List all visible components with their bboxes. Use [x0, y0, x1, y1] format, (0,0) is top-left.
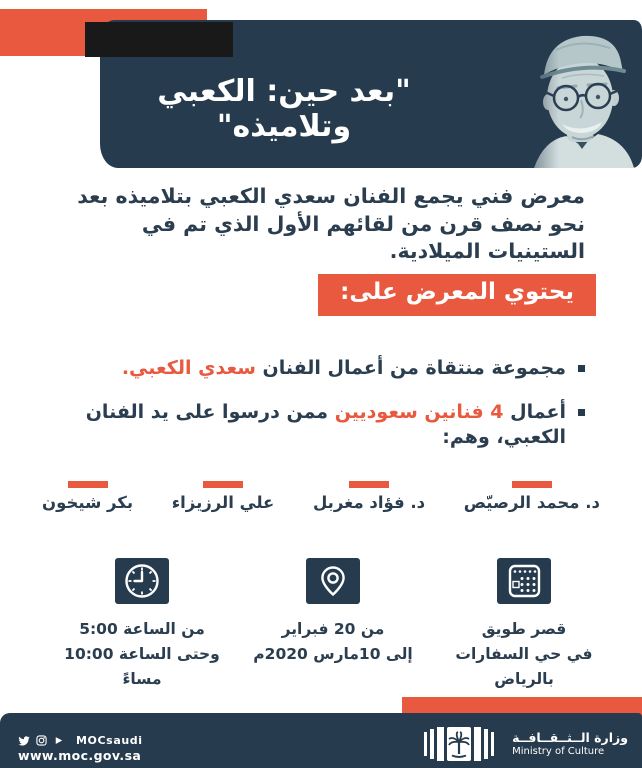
highlight-text: 4 فنانين سعوديين	[334, 400, 504, 423]
website-url: www.moc.gov.sa	[18, 748, 142, 763]
artist-accent-bar	[68, 481, 108, 488]
ministry-name-en: Ministry of Culture	[512, 745, 605, 757]
artist-columns	[42, 481, 600, 512]
exhibition-title: "بعد حين: الكعبي وتلاميذه"	[157, 74, 411, 144]
times-text: من الساعة 5:00 وحتى الساعة 10:00 مساءً	[64, 620, 220, 688]
ministry-block	[415, 727, 628, 761]
intro-text: معرض فني يجمع الفنان سعدي الكعبي بتلاميذه بعد نحو نصف قرن من لقائهم الأول الذي تم في الستينيات الميلادية.	[77, 184, 585, 264]
calendar-icon	[497, 558, 551, 604]
artist-name: د. فؤاد مغربل	[312, 493, 426, 512]
bullet-text: مجموعة منتقاة من أعمال الفنان سعدي الكعبي.	[121, 357, 566, 379]
artist-item	[464, 481, 600, 512]
dates-text: من 20 فبراير إلى 10مارس 2020م	[253, 620, 413, 663]
ministry-name-ar: وزارة الــثــقــافــة	[512, 729, 628, 745]
info-dates	[237, 558, 429, 667]
bullet-item	[43, 400, 585, 451]
footer-social-block	[18, 734, 143, 763]
artist-name: د. محمد الرصيّص	[463, 493, 600, 512]
twitter-icon	[18, 735, 30, 747]
contains-badge: يحتوي المعرض على:	[318, 274, 596, 316]
bullet-list	[43, 356, 585, 469]
artist-item	[42, 481, 133, 512]
top-black-bar	[85, 22, 233, 57]
bullet-text: أعمال 4 فنانين سعوديين ممن درسوا على يد الفنان الكعبي، وهم:	[85, 400, 566, 449]
square-bullet-icon	[578, 409, 585, 416]
info-venue	[428, 558, 620, 691]
bullet-item	[43, 356, 585, 382]
instagram-icon	[36, 735, 47, 746]
clock-icon	[115, 558, 169, 604]
info-times	[46, 558, 238, 691]
ministry-of-culture-logo	[415, 727, 503, 761]
artist-accent-bar	[203, 481, 243, 488]
artist-accent-bar	[349, 481, 389, 488]
artist-accent-bar	[512, 481, 552, 488]
venue-text: قصر طويق في حي السفارات بالرياض	[455, 620, 593, 688]
play-icon	[53, 735, 64, 746]
artist-item	[313, 481, 425, 512]
square-bullet-icon	[578, 365, 585, 372]
artist-item	[172, 481, 275, 512]
highlight-text: سعدي الكعبي.	[121, 357, 256, 379]
artist-name: علي الرزيزاء	[171, 493, 275, 512]
social-handle: MOCsaudi	[76, 734, 143, 747]
artist-photo	[504, 20, 642, 168]
artist-name: بكر شيخون	[42, 493, 134, 512]
location-pin-icon	[306, 558, 360, 604]
